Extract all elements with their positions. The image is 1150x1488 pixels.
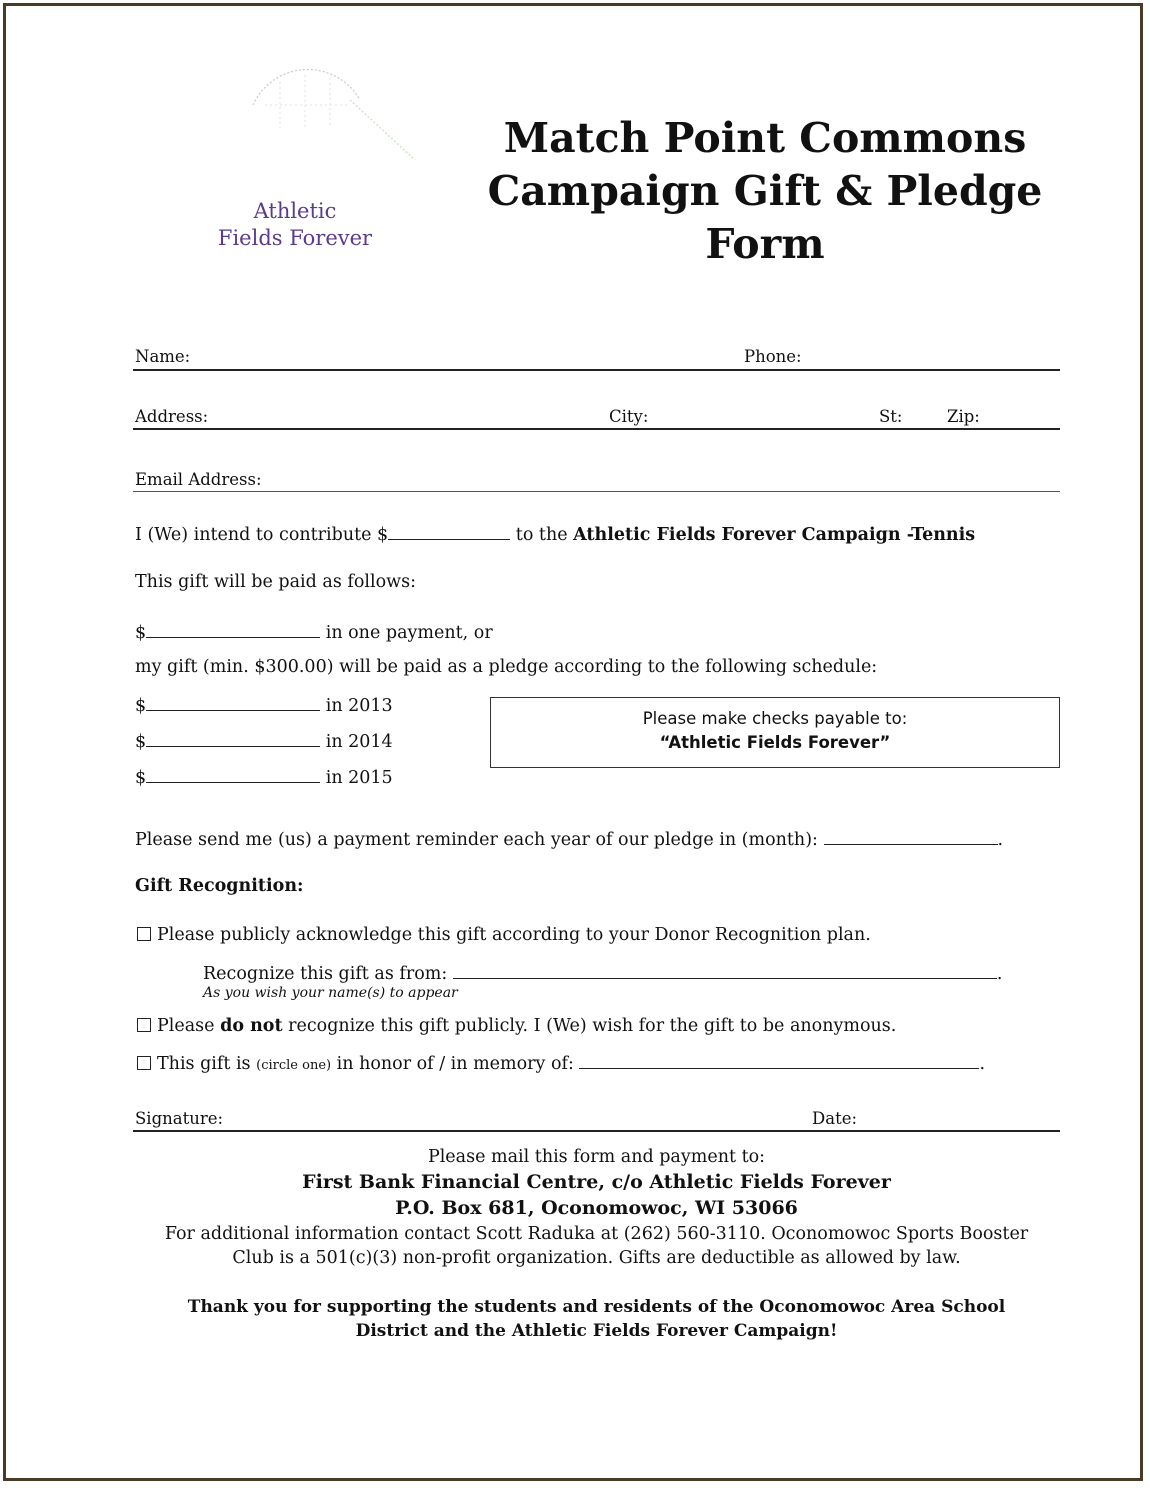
campaign-name: Athletic Fields Forever Campaign -Tennis	[573, 525, 976, 545]
payment-heading: This gift will be paid as follows:	[135, 572, 416, 592]
info-line-2: Club is a 501(c)(3) non-profit organization. Gifts are deductible as allowed by law.	[232, 1248, 961, 1268]
dollar-sign: $	[135, 623, 147, 643]
signature-line[interactable]	[133, 1130, 1060, 1132]
mail-instructions: Please mail this form and payment to:	[427, 1147, 766, 1167]
city-label: City:	[609, 407, 649, 426]
anonymous-checkbox[interactable]	[137, 1018, 151, 1032]
pledge-2013-blank[interactable]	[146, 694, 320, 711]
one-payment-text: in one payment, or	[325, 623, 493, 643]
tennis-ball-logo-icon	[235, 60, 425, 174]
reminder-text: Please send me (us) a payment reminder each year of our pledge in (month):	[135, 830, 818, 850]
email-label: Email Address:	[135, 470, 262, 489]
logo-wordmark	[205, 198, 385, 252]
intent-line	[135, 523, 975, 545]
page-title	[470, 112, 1060, 271]
pledge-2014-blank[interactable]	[146, 730, 320, 747]
recognition-option-honor	[137, 1052, 985, 1074]
honor-memory-blank[interactable]	[579, 1052, 979, 1069]
date-label: Date:	[812, 1109, 858, 1128]
logo-line-1: Athletic	[253, 199, 337, 223]
gift-recognition-heading: Gift Recognition:	[135, 876, 304, 896]
pledge-2015-blank[interactable]	[146, 766, 320, 783]
recognize-from-row	[203, 962, 1002, 984]
recognition-option-public	[137, 925, 871, 945]
option-honor-pre: This gift is	[157, 1054, 251, 1074]
pledge-year-label: in 2014	[325, 732, 393, 752]
reminder-line	[135, 828, 1003, 850]
contribution-amount-blank[interactable]	[388, 523, 510, 540]
po-box-line: P.O. Box 681, Oconomowoc, WI 53066	[395, 1197, 798, 1219]
option-anon-post: recognize this gift publicly. I (We) wish for the gift to be anonymous.	[288, 1016, 897, 1036]
reminder-end: .	[997, 830, 1004, 850]
title-line-3: Form	[705, 220, 825, 268]
note-line-1: Please make checks payable to:	[642, 709, 908, 728]
one-payment-blank[interactable]	[146, 621, 320, 638]
state-label: St:	[879, 407, 903, 426]
thanks-line-1: Thank you for supporting the students and residents of the Oconomowoc Area School	[187, 1297, 1006, 1317]
recognize-label: Recognize this gift as from:	[203, 964, 448, 984]
recognize-from-blank[interactable]	[453, 962, 997, 979]
checks-payable-box	[490, 697, 1060, 768]
phone-label: Phone:	[744, 347, 802, 366]
option-anon-bold: do not	[220, 1016, 283, 1036]
address-line[interactable]	[133, 428, 1060, 430]
recognize-end: .	[996, 964, 1003, 984]
name-phone-line[interactable]	[133, 369, 1060, 371]
recognize-hint: As you wish your name(s) to appear	[203, 985, 458, 1001]
pledge-row-2015	[135, 766, 393, 788]
public-acknowledge-checkbox[interactable]	[137, 927, 151, 941]
pledge-line: my gift (min. $300.00) will be paid as a pledge according to the following schedule:	[135, 657, 878, 677]
name-label: Name:	[135, 347, 191, 366]
dollar-sign: $	[135, 696, 147, 716]
title-line-1: Match Point Commons	[503, 114, 1027, 162]
pledge-row-2014	[135, 730, 393, 752]
email-line[interactable]	[133, 491, 1060, 492]
bank-address-line: First Bank Financial Centre, c/o Athletic Fields Forever	[302, 1171, 891, 1193]
thanks-line-2: District and the Athletic Fields Forever Campaign!	[355, 1321, 838, 1341]
pledge-year-label: in 2015	[325, 768, 393, 788]
option-public-text: Please publicly acknowledge this gift according to your Donor Recognition plan.	[157, 925, 871, 945]
dollar-sign: $	[135, 768, 147, 788]
recognition-option-anonymous	[137, 1016, 896, 1036]
dollar-sign: $	[135, 732, 147, 752]
pledge-year-label: in 2013	[325, 696, 393, 716]
address-label: Address:	[135, 407, 209, 426]
intent-prefix: I (We) intend to contribute $	[135, 525, 389, 545]
signature-label: Signature:	[135, 1109, 224, 1128]
option-honor-post: in honor of / in memory of:	[336, 1054, 574, 1074]
option-honor-small: (circle one)	[256, 1058, 332, 1073]
logo-line-2: Fields Forever	[217, 226, 373, 250]
zip-label: Zip:	[947, 407, 980, 426]
option-anon-pre: Please	[157, 1016, 215, 1036]
honor-end: .	[979, 1054, 986, 1074]
note-line-2: “Athletic Fields Forever”	[659, 733, 891, 752]
pledge-row-2013	[135, 694, 393, 716]
title-line-2: Campaign Gift & Pledge	[487, 167, 1043, 215]
one-payment-row	[135, 621, 493, 643]
reminder-month-blank[interactable]	[824, 828, 998, 845]
intent-middle: to the	[515, 525, 568, 545]
info-line-1: For additional information contact Scott Raduka at (262) 560-3110. Oconomowoc Sports Booster	[164, 1224, 1029, 1244]
honor-memory-checkbox[interactable]	[137, 1056, 151, 1070]
